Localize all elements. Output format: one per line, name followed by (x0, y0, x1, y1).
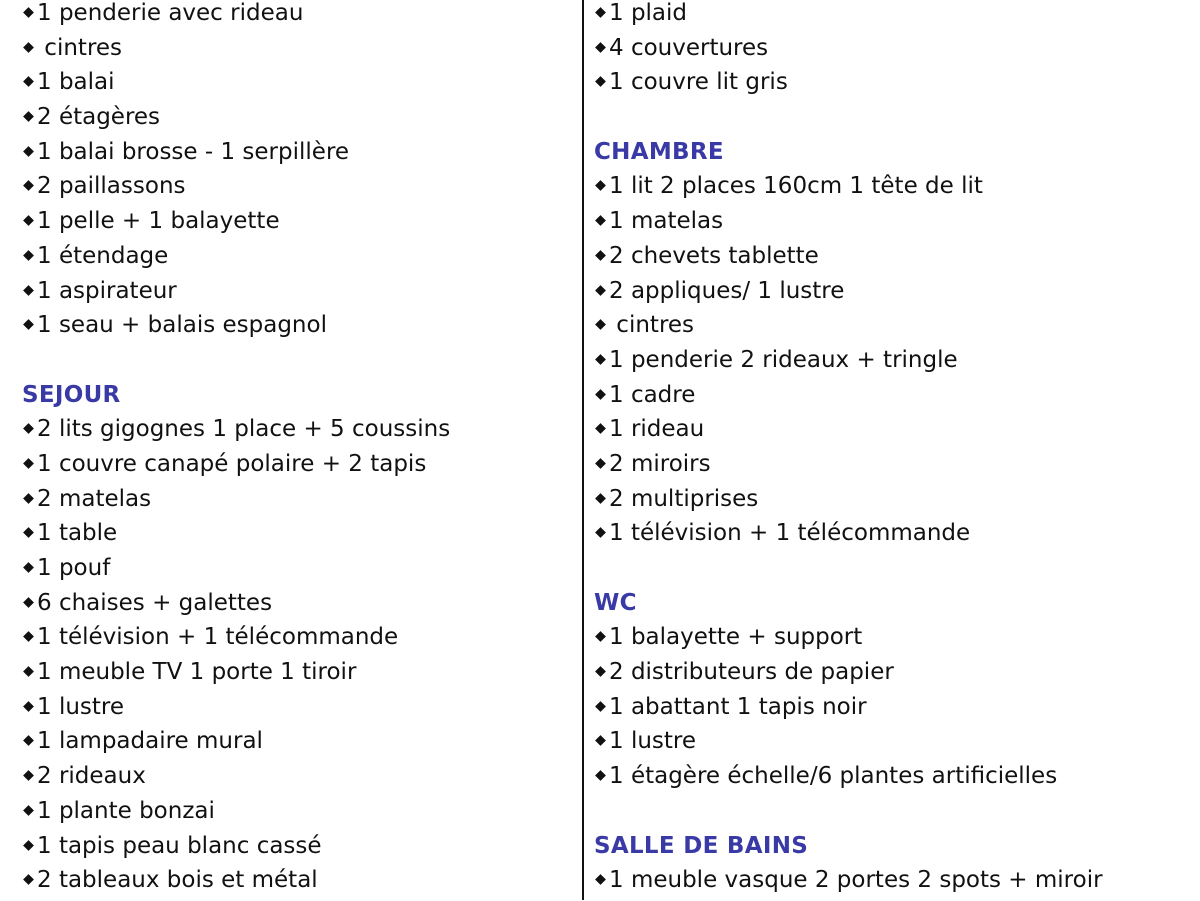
list-item-text: 1 seau + balais espagnol (37, 312, 327, 339)
list-item-text: 1 lustre (609, 728, 697, 755)
list-item-text: 1 lustre (37, 693, 125, 720)
list-item (22, 623, 577, 658)
diamond-bullet-icon (23, 215, 34, 226)
diamond-bullet-icon (23, 770, 34, 781)
list-item-text: 2 appliques/ 1 lustre (609, 277, 845, 304)
list-item-text: 2 paillassons (37, 173, 186, 200)
list-item (22, 485, 577, 520)
diamond-bullet-icon (23, 701, 34, 712)
diamond-bullet-icon (595, 389, 606, 400)
list-item-text: 1 penderie avec rideau (37, 0, 304, 26)
list-item (22, 727, 577, 762)
list-item-text: 2 étagères (37, 104, 161, 131)
list-item-text: 1 couvre lit gris (609, 69, 788, 96)
list-item (22, 450, 577, 485)
diamond-bullet-icon (23, 7, 34, 18)
list-item (594, 762, 1194, 797)
list-item (22, 242, 577, 277)
list-item-text: 1 télévision + 1 télécommande (609, 520, 971, 547)
diamond-bullet-icon (595, 215, 606, 226)
list-item (594, 623, 1194, 658)
diamond-bullet-icon (23, 527, 34, 538)
diamond-bullet-icon (23, 493, 34, 504)
list-item-text: 1 penderie 2 rideaux + tringle (609, 346, 958, 373)
column-divider (582, 0, 584, 900)
list-item-text: 2 distributeurs de papier (609, 659, 894, 686)
list-item (22, 34, 577, 69)
list-item-text: 2 lits gigognes 1 place + 5 coussins (37, 416, 451, 443)
diamond-bullet-icon (595, 874, 606, 885)
list-item-text: 1 tapis peau blanc cassé (37, 832, 322, 859)
list-item (22, 138, 577, 173)
diamond-bullet-icon (23, 146, 34, 157)
list-item-text: 1 cadre (609, 381, 696, 408)
diamond-bullet-icon (23, 736, 34, 747)
list-item (594, 519, 1194, 554)
diamond-bullet-icon (595, 76, 606, 87)
list-item-text: 2 miroirs (609, 450, 711, 477)
list-item (594, 172, 1194, 207)
diamond-bullet-icon (595, 319, 606, 330)
diamond-bullet-icon (23, 423, 34, 434)
diamond-bullet-icon (595, 458, 606, 469)
list-item (594, 346, 1194, 381)
section-heading-sejour: SEJOUR (22, 381, 121, 408)
list-item (22, 277, 577, 312)
section-heading-salle-de-bains: SALLE DE BAINS (594, 832, 809, 859)
diamond-bullet-icon (23, 111, 34, 122)
diamond-bullet-icon (23, 562, 34, 573)
list-item (22, 554, 577, 589)
list-item (594, 415, 1194, 450)
list-item (22, 172, 577, 207)
diamond-bullet-icon (595, 493, 606, 504)
list-item (22, 866, 577, 901)
list-item-text: 1 télévision + 1 télécommande (37, 624, 399, 651)
left-column (22, 0, 577, 900)
list-item (594, 68, 1194, 103)
diamond-bullet-icon (595, 250, 606, 261)
list-item (22, 693, 577, 728)
list-item-text: 1 pelle + 1 balayette (37, 208, 280, 235)
spacer (22, 346, 577, 381)
list-item (22, 797, 577, 832)
diamond-bullet-icon (595, 701, 606, 712)
list-item (594, 207, 1194, 242)
list-item (22, 589, 577, 624)
list-item (594, 693, 1194, 728)
list-item-text: 1 lampadaire mural (37, 728, 263, 755)
list-item (22, 68, 577, 103)
diamond-bullet-icon (595, 770, 606, 781)
section-heading-wc: WC (594, 589, 637, 616)
diamond-bullet-icon (23, 805, 34, 816)
spacer (594, 103, 1194, 138)
list-item (22, 415, 577, 450)
list-item (22, 658, 577, 693)
list-item-text: 1 meuble TV 1 porte 1 tiroir (37, 659, 357, 686)
list-item-text: 1 plaid (609, 0, 688, 26)
list-item (594, 34, 1194, 69)
list-item (594, 658, 1194, 693)
diamond-bullet-icon (595, 631, 606, 642)
list-item-text: 2 chevets tablette (609, 242, 819, 269)
list-item (22, 311, 577, 346)
list-item-text: 1 pouf (37, 555, 111, 581)
list-item-text: 1 meuble vasque 2 portes 2 spots + miroir (609, 867, 1103, 894)
list-item-text: cintres (37, 34, 123, 61)
list-item-text: 2 rideaux (37, 763, 146, 790)
list-item-text: 1 matelas (609, 208, 724, 235)
list-item (594, 450, 1194, 485)
list-item (22, 207, 577, 242)
list-item (22, 0, 577, 34)
list-item (594, 727, 1194, 762)
right-column (594, 0, 1194, 900)
diamond-bullet-icon (23, 874, 34, 885)
diamond-bullet-icon (595, 354, 606, 365)
list-item-text: 1 abattant 1 tapis noir (609, 693, 867, 720)
list-item (594, 242, 1194, 277)
list-item (22, 519, 577, 554)
diamond-bullet-icon (595, 423, 606, 434)
diamond-bullet-icon (23, 597, 34, 608)
list-item-text: 2 tableaux bois et métal (37, 867, 318, 894)
diamond-bullet-icon (23, 250, 34, 261)
list-item (594, 381, 1194, 416)
list-item (594, 0, 1194, 34)
diamond-bullet-icon (595, 42, 606, 53)
diamond-bullet-icon (23, 666, 34, 677)
diamond-bullet-icon (23, 181, 34, 192)
diamond-bullet-icon (23, 42, 34, 53)
list-item-text: 6 chaises + galettes (37, 589, 273, 616)
list-item (594, 277, 1194, 312)
diamond-bullet-icon (595, 181, 606, 192)
diamond-bullet-icon (23, 631, 34, 642)
list-item (22, 762, 577, 797)
diamond-bullet-icon (595, 285, 606, 296)
list-item (594, 311, 1194, 346)
list-item-text: 1 balai brosse - 1 serpillère (37, 138, 350, 165)
list-item-text: 1 lit 2 places 160cm 1 tête de lit (609, 173, 983, 200)
diamond-bullet-icon (595, 7, 606, 18)
list-item (594, 485, 1194, 520)
diamond-bullet-icon (23, 840, 34, 851)
list-item-text: 1 étagère échelle/6 plantes artificielles (609, 763, 1058, 790)
list-item-text: 2 multiprises (609, 485, 759, 512)
diamond-bullet-icon (595, 736, 606, 747)
list-item-text: 1 table (37, 520, 118, 547)
section-heading-chambre: CHAMBRE (594, 138, 724, 165)
diamond-bullet-icon (23, 458, 34, 469)
diamond-bullet-icon (23, 285, 34, 296)
diamond-bullet-icon (23, 76, 34, 87)
spacer (594, 797, 1194, 832)
diamond-bullet-icon (595, 527, 606, 538)
diamond-bullet-icon (23, 319, 34, 330)
list-item-text: 1 balai (37, 69, 115, 96)
list-item-text: cintres (609, 312, 695, 339)
list-item-text: 1 étendage (37, 242, 169, 269)
list-item-text: 1 balayette + support (609, 624, 863, 651)
list-item (594, 866, 1194, 901)
list-item (22, 832, 577, 867)
list-item-text: 4 couvertures (609, 34, 769, 61)
list-item-text: 1 plante bonzai (37, 797, 215, 824)
list-item-text: 1 couvre canapé polaire + 2 tapis (37, 450, 427, 477)
spacer (594, 554, 1194, 589)
list-item-text: 1 aspirateur (37, 277, 177, 304)
list-item-text: 1 rideau (609, 416, 705, 443)
diamond-bullet-icon (595, 666, 606, 677)
list-item-text: 2 matelas (37, 485, 152, 512)
list-item (22, 103, 577, 138)
